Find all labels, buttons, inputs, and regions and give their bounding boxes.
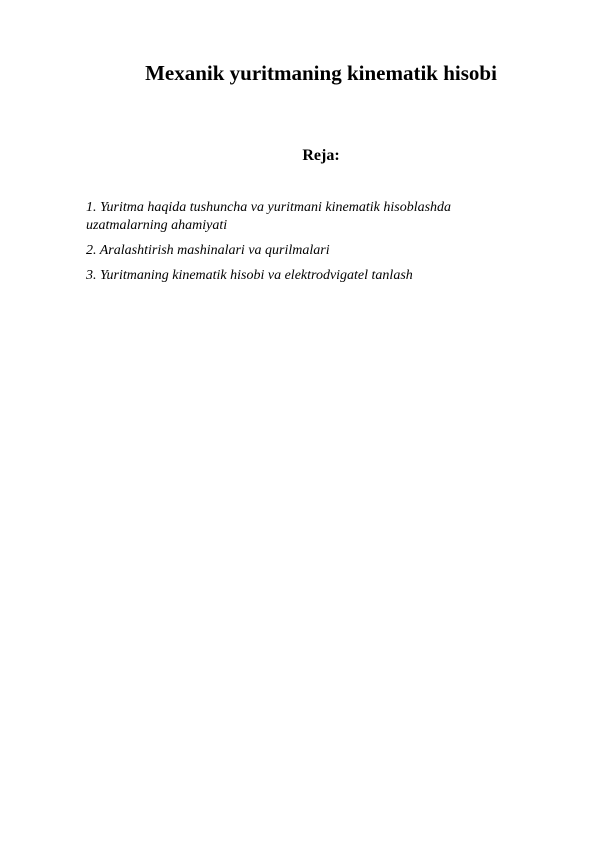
document-title: Mexanik yuritmaning kinematik hisobi <box>145 61 497 85</box>
plan-list <box>86 199 516 292</box>
plan-item-2: 2. Aralashtirish mashinalari va qurilmalari <box>86 243 330 258</box>
plan-heading: Reja: <box>302 147 340 164</box>
plan-item-3: 3. Yuritmaning kinematik hisobi va elektrodvigatel tanlash <box>86 268 413 283</box>
plan-item-1: 1. Yuritma haqida tushuncha va yuritmani kinematik hisoblashda uzatmalarning ahamiyati <box>86 200 452 233</box>
